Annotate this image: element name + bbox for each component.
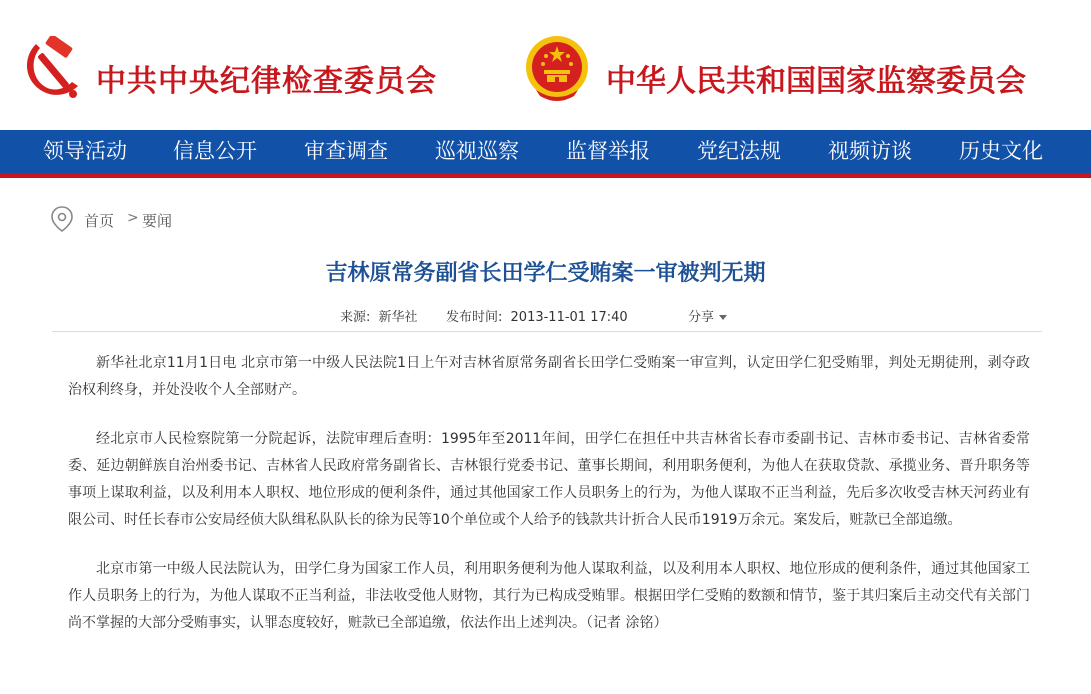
nav-item-report[interactable]: 监督举报: [566, 139, 650, 163]
article-body: [68, 350, 1030, 659]
article-time: [446, 306, 628, 325]
article-paragraph: 北京市第一中级人民法院认为，田学仁身为国家工作人员，利用职务便利为他人谋取利益，以及利用本人职权、地位形成的便利条件，通过其他国家工作人员职务上的行为，为他人谋取不正当利益，非法收受他人财物，其行为已构成受贿罪。根据田学仁受贿的数额和情节，鉴于其归案后主动交代有关部门尚不掌握的大部分受贿事实，认罪态度较好，赃款已全部追缴，依法作出上述判决。（记者 涂铭）: [68, 561, 1030, 631]
nav-item-inspection[interactable]: 巡视巡察: [435, 139, 519, 163]
location-pin-icon: [50, 205, 74, 233]
nav-item-leadership[interactable]: 领导活动: [43, 139, 127, 163]
source-value: 新华社: [378, 310, 418, 325]
breadcrumb-separator: >: [127, 210, 139, 226]
site-header: [0, 0, 1091, 130]
nav-item-info-disclosure[interactable]: 信息公开: [173, 139, 257, 163]
nav-item-investigation[interactable]: 审查调查: [304, 139, 388, 163]
nav-item-history[interactable]: 历史文化: [959, 139, 1043, 163]
chevron-down-icon: [719, 315, 727, 320]
article-paragraph: 经北京市人民检察院第一分院起诉，法院审理后查明：1995年至2011年间，田学仁在担任中共吉林省长春市委副书记、吉林市委书记、吉林省委常委、延边朝鲜族自治州委书记、吉林省人民政府常务副省长、吉林银行党委书记、董事长期间，利用职务便利，为他人在获取贷款、承揽业务、晋升职务等事项上谋取利益，以及利用本人职权、地位形成的便利条件，通过其他国家工作人员职务上的行为，为他人谋取不正当利益，先后多次收受吉林天河药业有限公司、时任长春市公安局经侦大队缉私队队长的徐为民等10个单位或个人给予的钱款共计折合人民币1919万余元。案发后，赃款已全部追缴。: [68, 431, 1030, 528]
nav-item-video[interactable]: 视频访谈: [828, 139, 912, 163]
source-label: 来源:: [340, 310, 371, 325]
nsc-name: 中华人民共和国国家监察委员会: [606, 64, 1026, 99]
main-nav: [0, 130, 1091, 178]
time-label: 发布时间:: [446, 310, 503, 325]
share-label: 分享: [688, 310, 715, 325]
party-emblem-icon[interactable]: [22, 36, 84, 100]
breadcrumb-home-link[interactable]: 首页: [84, 212, 115, 230]
time-value: 2013-11-01 17:40: [510, 310, 628, 325]
breadcrumb-current-link[interactable]: 要闻: [142, 212, 173, 230]
share-button[interactable]: [688, 306, 727, 325]
cpc-ccdi-name: 中共中央纪律检查委员会: [96, 64, 437, 99]
title-divider: [52, 331, 1042, 332]
national-emblem-icon[interactable]: [524, 34, 590, 102]
article-paragraph: 新华社北京11月1日电 北京市第一中级人民法院1日上午对吉林省原常务副省长田学仁受贿案一审宣判，认定田学仁犯受贿罪，判处无期徒刑，剥夺政治权利终身，并处没收个人全部财产。: [68, 355, 1030, 398]
article-title: 吉林原常务副省长田学仁受贿案一审被判无期: [325, 261, 766, 286]
article-source: [340, 306, 418, 325]
nav-item-regulations[interactable]: 党纪法规: [697, 139, 781, 163]
